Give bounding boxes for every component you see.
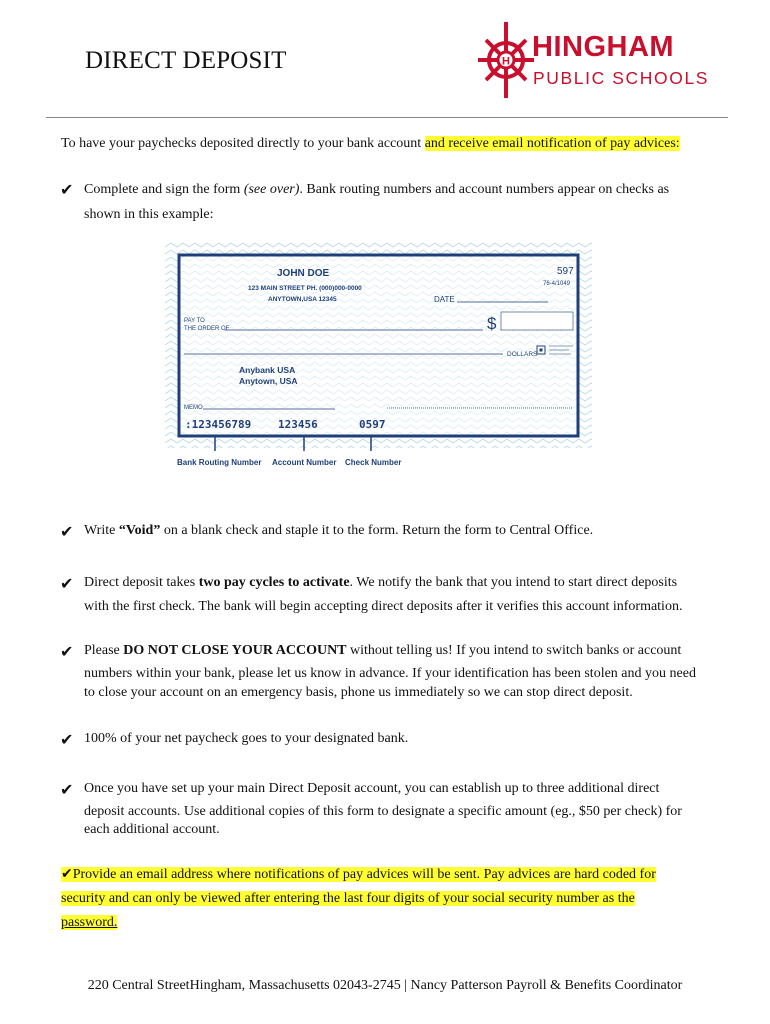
- instruction-net-paycheck: 100% of your net paycheck goes to your designated bank.: [84, 731, 409, 746]
- intro-text: To have your paychecks deposited directly to your bank account: [61, 136, 425, 151]
- ship-wheel-icon: [478, 18, 534, 100]
- check-mark-icon: ✔: [60, 574, 74, 593]
- item6-line3: each additional account.: [84, 822, 220, 837]
- check-micr-routing: :123456789: [185, 418, 252, 431]
- item3-bold: two pay cycles to activate: [198, 575, 350, 590]
- check-dollar-sign: $: [487, 314, 497, 333]
- logo-wordmark: HINGHAM: [532, 31, 675, 63]
- caption-account-number: Account Number: [272, 458, 337, 467]
- caption-bank-routing: Bank Routing Number: [177, 458, 262, 467]
- logo-subtitle: PUBLIC SCHOOLS: [533, 68, 710, 88]
- item4-line3: to close your account on an emergency basis, phone us immediately so we can stop direct deposit.: [84, 685, 633, 700]
- footer-address: 220 Central StreetHingham, Massachusetts 02043-2745 | Nancy Patterson Payroll & Benefits Coordinator: [87, 978, 683, 993]
- check-mark-icon: ✔: [61, 866, 73, 882]
- item7-line1: Provide an email address where notifications of pay advices will be sent. Pay advices are hard coded for: [72, 867, 656, 882]
- item7-line2: security and can only be viewed after entering the last four digits of your social security number as the: [61, 891, 635, 906]
- instruction-do-not-close: [84, 640, 681, 662]
- check-micr-account: 123456: [278, 418, 318, 431]
- check-bank-name: Anybank USA: [239, 365, 296, 375]
- header-divider: [46, 117, 728, 118]
- check-fraction: 76-4/1049: [543, 281, 571, 287]
- intro-highlight: and receive email notification of pay advices:: [424, 136, 680, 151]
- check-micr-check: 0597: [359, 418, 386, 431]
- check-dollars-label: DOLLARS: [507, 351, 538, 358]
- check-mark-icon: ✔: [60, 730, 74, 749]
- item4-bold: DO NOT CLOSE YOUR ACCOUNT: [123, 643, 347, 658]
- instruction-additional-accounts: Once you have set up your main Direct Deposit account, you can establish up to three additional direct: [84, 781, 660, 796]
- intro-paragraph: [61, 133, 680, 155]
- item2-text-b: on a blank check and staple it to the form. Return the form to Central Office.: [160, 523, 594, 538]
- item1-line2: shown in this example:: [84, 207, 214, 222]
- check-address-1: 123 MAIN STREET PH. (000)000-0000: [248, 285, 362, 292]
- check-pay-to-2: THE ORDER OF: [184, 326, 230, 332]
- item1-text: Complete and sign the form: [84, 182, 244, 197]
- item7-line3: password.: [61, 915, 118, 930]
- check-pay-to-1: PAY TO: [184, 318, 205, 324]
- item1-see-over: (see over): [243, 182, 300, 197]
- item4-text: Please: [84, 643, 124, 658]
- check-mark-icon: ✔: [60, 780, 74, 799]
- item6-line2: deposit accounts. Use additional copies of this form to designate a specific amount (eg., $50 per check) for: [84, 804, 682, 819]
- caption-check-number: Check Number: [345, 458, 402, 467]
- item2-text: Write: [84, 523, 119, 538]
- item3-text: Direct deposit takes: [84, 575, 199, 590]
- check-mark-icon: ✔: [60, 180, 74, 199]
- item1-text-b: . Bank routing numbers and account numbers appear on checks as: [299, 182, 670, 197]
- school-logo: [478, 18, 718, 100]
- check-memo-label: MEMO: [184, 405, 203, 411]
- page-title: DIRECT DEPOSIT: [85, 47, 287, 74]
- instruction-email-notification: [61, 862, 711, 935]
- check-mark-icon: ✔: [60, 642, 74, 661]
- instruction-complete-form: [84, 179, 669, 201]
- item7-highlight: [61, 867, 656, 882]
- item2-void: “Void”: [118, 523, 161, 538]
- sample-check-image: [165, 242, 592, 472]
- check-date-label: DATE: [434, 295, 455, 304]
- instruction-pay-cycles: [84, 572, 677, 594]
- svg-text:H: H: [502, 55, 510, 68]
- check-bank-city: Anytown, USA: [239, 376, 298, 386]
- item3-line2: with the first check. The bank will begin accepting direct deposits after it verifies this account information.: [84, 599, 683, 614]
- item4-text-b: without telling us! If you intend to switch banks or account: [346, 643, 682, 658]
- check-number-top: 597: [557, 266, 574, 277]
- instruction-void-check: [84, 520, 593, 542]
- item3-text-b: . We notify the bank that you intend to start direct deposits: [349, 575, 678, 590]
- item4-line2: numbers within your bank, please let us know in advance. If your identification has been stolen and you need: [84, 666, 696, 681]
- check-address-2: ANYTOWN,USA 12345: [268, 296, 337, 303]
- check-mark-icon: ✔: [60, 522, 74, 541]
- check-holder-name: JOHN DOE: [277, 268, 330, 279]
